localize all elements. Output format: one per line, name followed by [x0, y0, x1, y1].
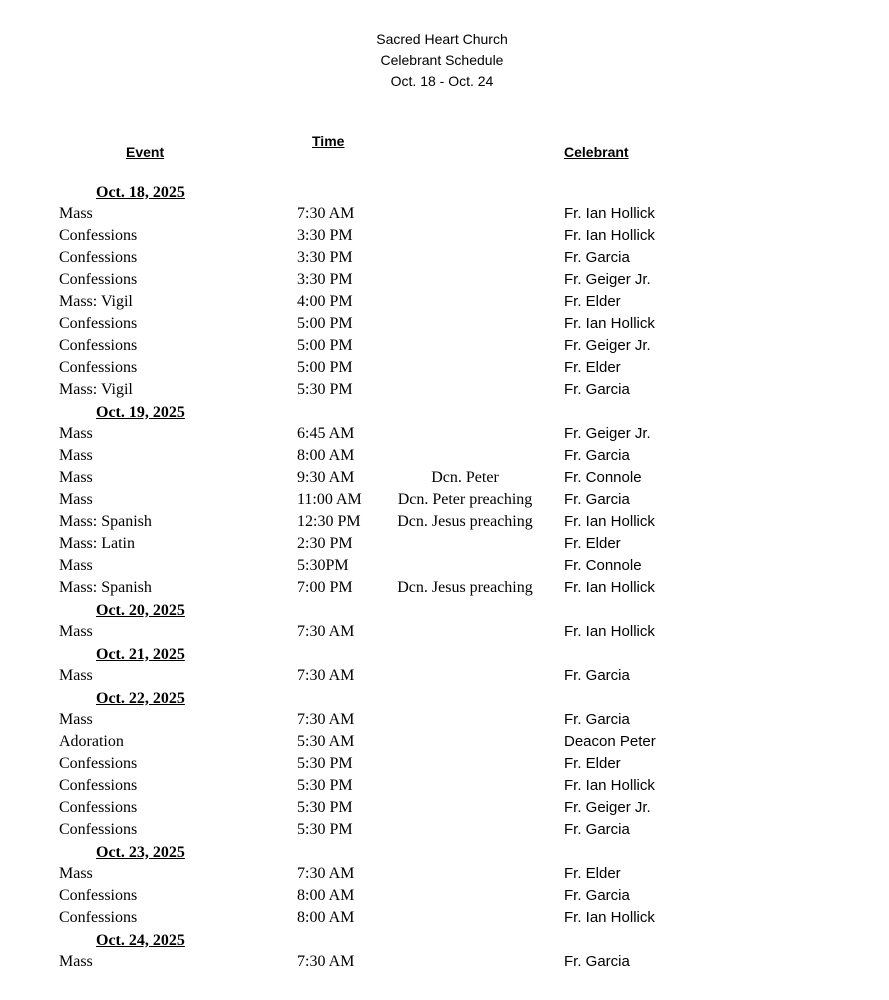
event-cell: Confessions	[59, 337, 138, 354]
time-cell: 5:30 PM	[297, 381, 353, 398]
document-title: Celebrant Schedule	[380, 52, 504, 68]
celebrant-cell: Fr. Ian Hollick	[564, 623, 655, 640]
deacon-cell: Dcn. Jesus preaching	[397, 579, 533, 596]
time-cell: 7:30 AM	[297, 865, 355, 882]
event-cell: Confessions	[59, 315, 138, 332]
schedule-row	[0, 467, 889, 489]
date-heading-row	[0, 841, 889, 863]
celebrant-cell: Fr. Garcia	[564, 249, 630, 266]
column-header-celebrant: Celebrant	[564, 144, 629, 160]
time-cell: 7:00 PM	[297, 579, 353, 596]
schedule-row	[0, 445, 889, 467]
date-heading: Oct. 18, 2025	[96, 184, 185, 201]
time-cell: 3:30 PM	[297, 249, 353, 266]
schedule-row	[0, 665, 889, 687]
date-heading: Oct. 24, 2025	[96, 932, 185, 949]
time-cell: 5:30 PM	[297, 799, 353, 816]
time-cell: 7:30 AM	[297, 623, 355, 640]
date-heading: Oct. 19, 2025	[96, 404, 185, 421]
schedule-row	[0, 489, 889, 511]
time-cell: 5:00 PM	[297, 337, 353, 354]
schedule-row	[0, 533, 889, 555]
date-heading-row	[0, 599, 889, 621]
event-cell: Mass	[59, 557, 93, 574]
date-heading-row	[0, 181, 889, 203]
event-cell: Mass	[59, 667, 93, 684]
schedule-row	[0, 291, 889, 313]
date-heading: Oct. 21, 2025	[96, 646, 185, 663]
schedule-row	[0, 247, 889, 269]
event-cell: Confessions	[59, 249, 138, 266]
celebrant-cell: Fr. Geiger Jr.	[564, 271, 651, 288]
celebrant-cell: Fr. Ian Hollick	[564, 513, 655, 530]
celebrant-cell: Fr. Geiger Jr.	[564, 799, 651, 816]
celebrant-cell: Fr. Connole	[564, 469, 642, 486]
schedule-row	[0, 313, 889, 335]
schedule-row	[0, 885, 889, 907]
event-cell: Confessions	[59, 271, 138, 288]
time-cell: 5:30 PM	[297, 755, 353, 772]
church-name: Sacred Heart Church	[376, 31, 508, 47]
event-cell: Mass	[59, 953, 93, 970]
event-cell: Mass	[59, 865, 93, 882]
time-cell: 8:00 AM	[297, 447, 355, 464]
time-cell: 7:30 AM	[297, 711, 355, 728]
schedule-row	[0, 335, 889, 357]
time-cell: 7:30 AM	[297, 667, 355, 684]
column-header-event: Event	[126, 144, 165, 160]
date-range: Oct. 18 - Oct. 24	[390, 73, 494, 89]
event-cell: Mass: Spanish	[59, 513, 152, 530]
date-heading: Oct. 23, 2025	[96, 844, 185, 861]
schedule-row	[0, 709, 889, 731]
schedule-row	[0, 907, 889, 929]
event-cell: Adoration	[59, 733, 124, 750]
event-cell: Mass: Spanish	[59, 579, 152, 596]
event-cell: Mass	[59, 711, 93, 728]
date-heading: Oct. 20, 2025	[96, 602, 185, 619]
event-cell: Mass	[59, 205, 93, 222]
deacon-cell: Dcn. Peter	[431, 469, 499, 486]
date-heading-row	[0, 687, 889, 709]
schedule-row	[0, 731, 889, 753]
celebrant-cell: Fr. Ian Hollick	[564, 205, 655, 222]
celebrant-cell: Fr. Ian Hollick	[564, 315, 655, 332]
celebrant-cell: Fr. Garcia	[564, 447, 630, 464]
celebrant-cell: Fr. Garcia	[564, 887, 630, 904]
event-cell: Confessions	[59, 909, 138, 926]
event-cell: Mass: Vigil	[59, 381, 133, 398]
time-cell: 8:00 AM	[297, 909, 355, 926]
celebrant-cell: Fr. Garcia	[564, 381, 630, 398]
schedule-row	[0, 423, 889, 445]
time-cell: 5:30 PM	[297, 777, 353, 794]
deacon-cell: Dcn. Peter preaching	[397, 491, 533, 508]
celebrant-cell: Fr. Elder	[564, 755, 621, 772]
schedule-row	[0, 379, 889, 401]
celebrant-cell: Fr. Garcia	[564, 821, 630, 838]
event-cell: Mass	[59, 623, 93, 640]
time-cell: 5:30PM	[297, 557, 349, 574]
time-cell: 5:00 PM	[297, 359, 353, 376]
event-cell: Mass: Vigil	[59, 293, 133, 310]
celebrant-cell: Fr. Elder	[564, 535, 621, 552]
deacon-cell: Dcn. Jesus preaching	[397, 513, 533, 530]
celebrant-cell: Deacon Peter	[564, 733, 656, 750]
schedule-row	[0, 951, 889, 973]
document-header	[0, 29, 884, 92]
time-cell: 8:00 AM	[297, 887, 355, 904]
date-heading-row	[0, 643, 889, 665]
event-cell: Mass	[59, 425, 93, 442]
celebrant-cell: Fr. Garcia	[564, 711, 630, 728]
schedule-list	[0, 181, 889, 973]
event-cell: Confessions	[59, 887, 138, 904]
time-cell: 11:00 AM	[297, 491, 362, 508]
celebrant-cell: Fr. Ian Hollick	[564, 777, 655, 794]
celebrant-cell: Fr. Elder	[564, 865, 621, 882]
column-header-time: Time	[312, 133, 345, 149]
celebrant-cell: Fr. Garcia	[564, 953, 630, 970]
celebrant-cell: Fr. Geiger Jr.	[564, 337, 651, 354]
schedule-row	[0, 819, 889, 841]
time-cell: 12:30 PM	[297, 513, 361, 530]
celebrant-cell: Fr. Elder	[564, 359, 621, 376]
event-cell: Confessions	[59, 227, 138, 244]
date-heading-row	[0, 401, 889, 423]
schedule-row	[0, 357, 889, 379]
time-cell: 7:30 AM	[297, 953, 355, 970]
event-cell: Confessions	[59, 777, 138, 794]
time-cell: 5:00 PM	[297, 315, 353, 332]
celebrant-cell: Fr. Elder	[564, 293, 621, 310]
event-cell: Mass	[59, 469, 93, 486]
time-cell: 7:30 AM	[297, 205, 355, 222]
time-cell: 9:30 AM	[297, 469, 355, 486]
celebrant-cell: Fr. Connole	[564, 557, 642, 574]
schedule-row	[0, 225, 889, 247]
time-cell: 3:30 PM	[297, 271, 353, 288]
celebrant-cell: Fr. Ian Hollick	[564, 227, 655, 244]
event-cell: Confessions	[59, 755, 138, 772]
date-heading-row	[0, 929, 889, 951]
schedule-row	[0, 555, 889, 577]
schedule-row	[0, 577, 889, 599]
date-heading: Oct. 22, 2025	[96, 690, 185, 707]
schedule-row	[0, 775, 889, 797]
event-cell: Mass	[59, 447, 93, 464]
celebrant-cell: Fr. Geiger Jr.	[564, 425, 651, 442]
time-cell: 4:00 PM	[297, 293, 353, 310]
event-cell: Confessions	[59, 821, 138, 838]
celebrant-cell: Fr. Ian Hollick	[564, 909, 655, 926]
celebrant-cell: Fr. Ian Hollick	[564, 579, 655, 596]
schedule-row	[0, 797, 889, 819]
time-cell: 2:30 PM	[297, 535, 353, 552]
event-cell: Mass	[59, 491, 93, 508]
event-cell: Mass: Latin	[59, 535, 135, 552]
time-cell: 6:45 AM	[297, 425, 355, 442]
event-cell: Confessions	[59, 359, 138, 376]
schedule-row	[0, 863, 889, 885]
schedule-row	[0, 753, 889, 775]
schedule-row	[0, 203, 889, 225]
time-cell: 5:30 PM	[297, 821, 353, 838]
schedule-row	[0, 511, 889, 533]
schedule-row	[0, 621, 889, 643]
celebrant-cell: Fr. Garcia	[564, 491, 630, 508]
schedule-row	[0, 269, 889, 291]
event-cell: Confessions	[59, 799, 138, 816]
time-cell: 5:30 AM	[297, 733, 355, 750]
celebrant-cell: Fr. Garcia	[564, 667, 630, 684]
time-cell: 3:30 PM	[297, 227, 353, 244]
